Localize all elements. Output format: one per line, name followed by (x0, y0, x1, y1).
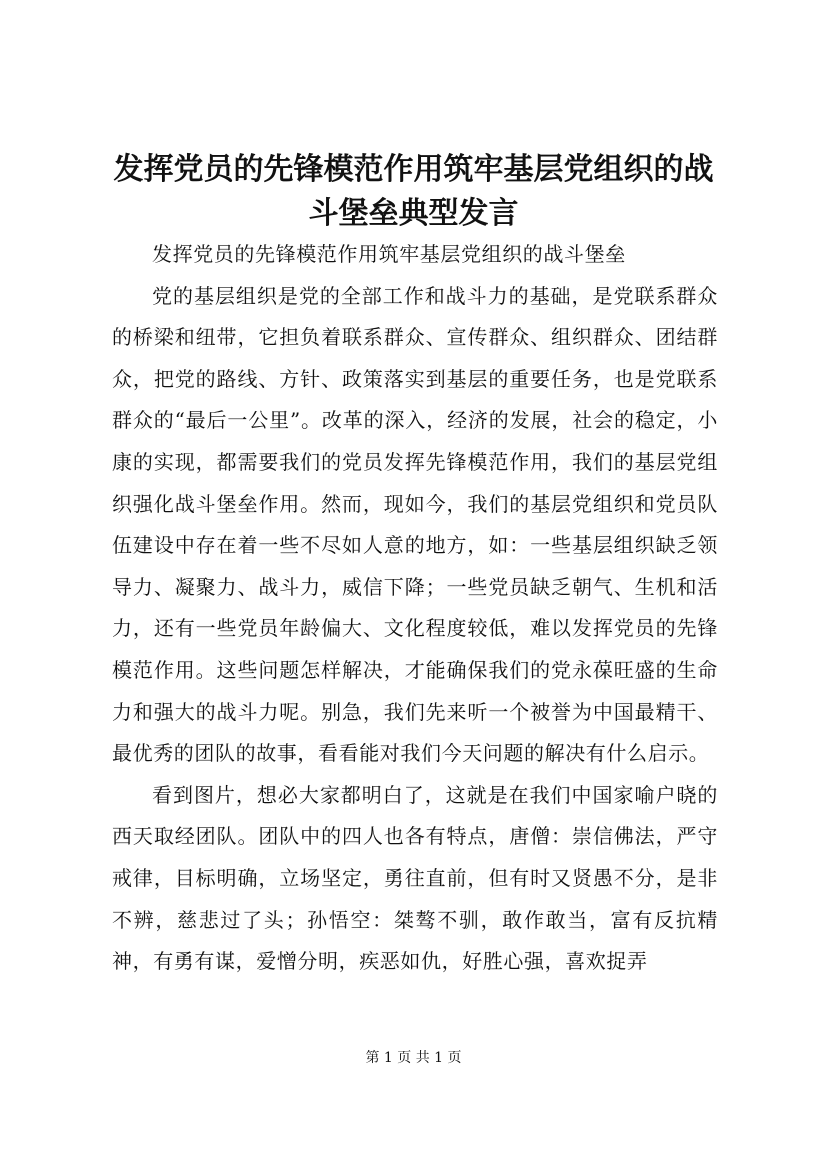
document-body (112, 234, 718, 983)
document-title (100, 148, 727, 236)
paragraph-team-story: 看到图片，想必大家都明白了，这就是在我们中国家喻户晓的西天取经团队。团队中的四人也各有特点，唐僧：崇信佛法，严守戒律，目标明确，立场坚定，勇往直前，但有时又贤愚不分，是非不辨，慈悲过了头；孙悟空：桀骜不驯，敢作敢当，富有反抗精神，有勇有谋，爱憎分明，疾恶如仇，好胜心强，喜欢捉弄 (112, 782, 718, 974)
paragraph-subtitle: 发挥党员的先锋模范作用筑牢基层党组织的战斗堡垒 (152, 242, 626, 266)
paragraph-intro: 党的基层组织是党的全部工作和战斗力的基础，是党联系群众的桥梁和纽带，它担负着联系群众、宣传群众、组织群众、团结群众，把党的路线、方针、政策落实到基层的重要任务，也是党联系群众的“最后一公里”。改革的深入，经济的发展，社会的稳定，小康的实现，都需要我们的党员发挥先锋模范作用，我们的基层党组织强化战斗堡垒作用。然而，现如今，我们的基层党组织和党员队伍建设中存在着一些不尽如人意的地方，如：一些基层组织缺乏领导力、凝聚力、战斗力，威信下降；一些党员缺乏朝气、生机和活力，还有一些党员年龄偏大、文化程度较低，难以发挥党员的先锋模范作用。这些问题怎样解决，才能确保我们的党永葆旺盛的生命力和强大的战斗力呢。别急，我们先来听一个被誉为中国最精干、最优秀的团队的故事，看看能对我们今天问题的解决有什么启示。 (112, 283, 718, 766)
title-line-2: 斗堡垒典型发言 (308, 196, 519, 231)
page-footer: 第 1 页 共 1 页 (365, 1050, 462, 1066)
title-line-1: 发挥党员的先锋模范作用筑牢基层党组织的战 (113, 152, 714, 187)
